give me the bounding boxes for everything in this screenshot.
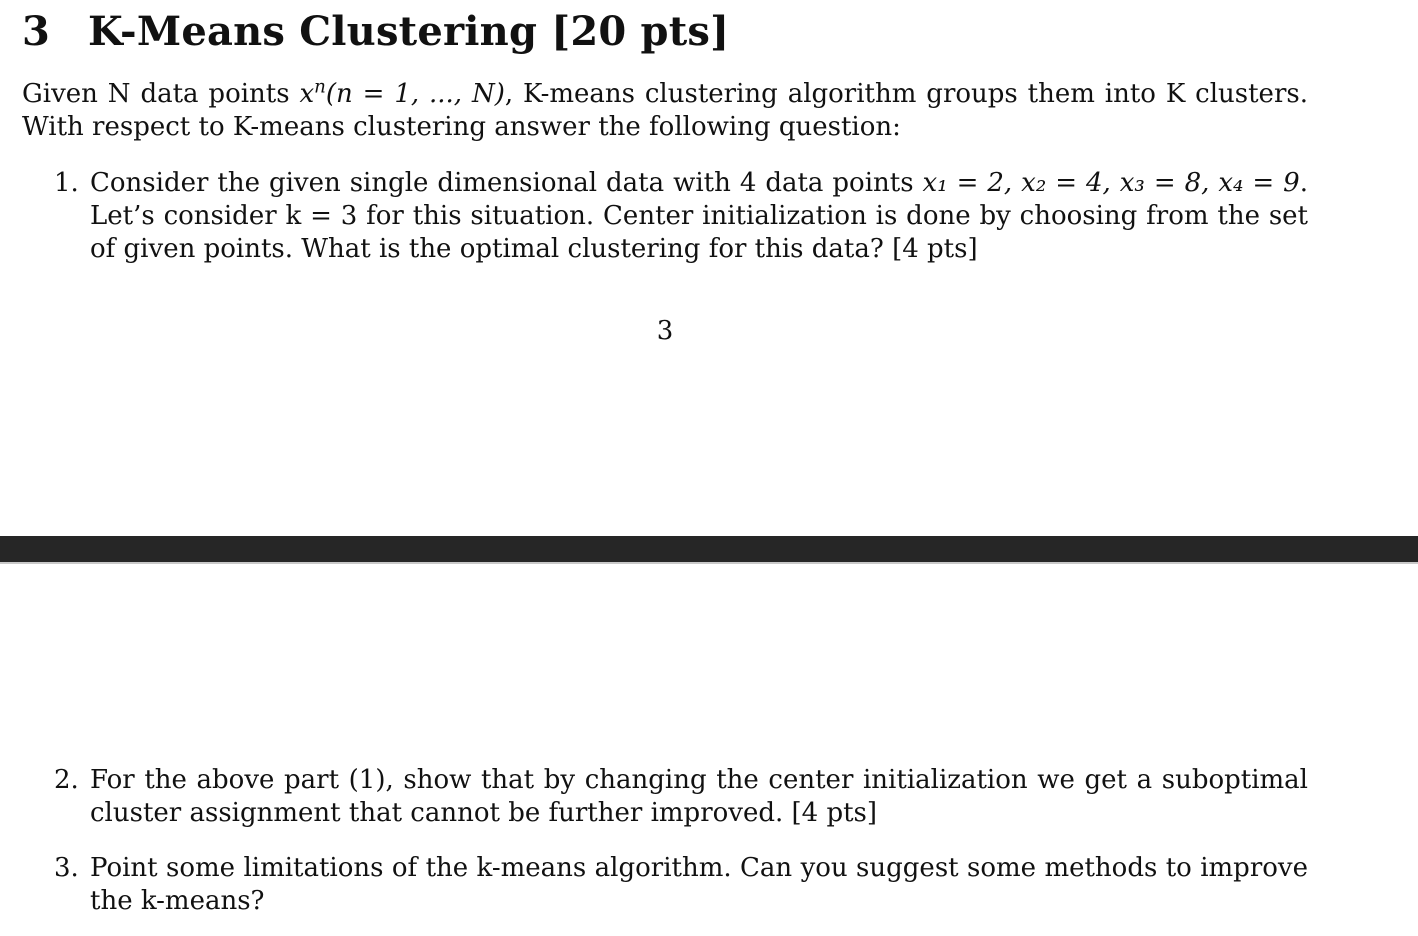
intro-paragraph bbox=[22, 78, 1308, 144]
question-text: Point some limitations of the k-means algorithm. Can you suggest some methods to improve the k-means? bbox=[90, 853, 1308, 916]
intro-math-x: $x^n$ bbox=[299, 76, 326, 109]
question-item-2 bbox=[54, 764, 1308, 830]
intro-math-sup: n bbox=[314, 76, 326, 98]
page-separator-line bbox=[0, 562, 1418, 564]
question-math: x₁ = 2, x₂ = 4, x₃ = 8, x₄ = 9 bbox=[922, 168, 1300, 198]
question-list-top bbox=[54, 167, 1308, 266]
intro-math-args: (n = 1, ..., N) bbox=[325, 79, 505, 109]
question-number: 3. bbox=[54, 853, 79, 883]
question-item-1 bbox=[54, 167, 1308, 266]
page-separator-bar bbox=[0, 536, 1418, 562]
section-title: K-Means Clustering [20 pts] bbox=[88, 8, 730, 55]
question-text: For the above part (1), show that by changing the center initialization we get a suboptimal cluster assignment that cannot be further improved. [4 pts] bbox=[90, 765, 1308, 828]
question-list-bottom bbox=[54, 764, 1308, 918]
page-number: 3 bbox=[656, 316, 674, 346]
intro-text-end: , K-means clustering algorithm groups them into K clusters. With respect to K-means clustering answer the following question: bbox=[22, 79, 1308, 142]
question-text: Consider the given single dimensional data with 4 data points x₁ = 2, x₂ = 4, x₃ = 8, x₄ = 9. Let’s consider k = 3 for this situation. Center initialization is done by choosing from the set of given points. What is the optimal clustering for this data? [4 pts] bbox=[90, 168, 1308, 264]
question-number: 1. bbox=[54, 168, 79, 198]
section-number: 3 bbox=[22, 8, 51, 55]
question-number: 2. bbox=[54, 765, 79, 795]
intro-text-start: Given N data points bbox=[22, 79, 300, 109]
section-heading bbox=[22, 8, 729, 55]
question-item-3 bbox=[54, 852, 1308, 918]
